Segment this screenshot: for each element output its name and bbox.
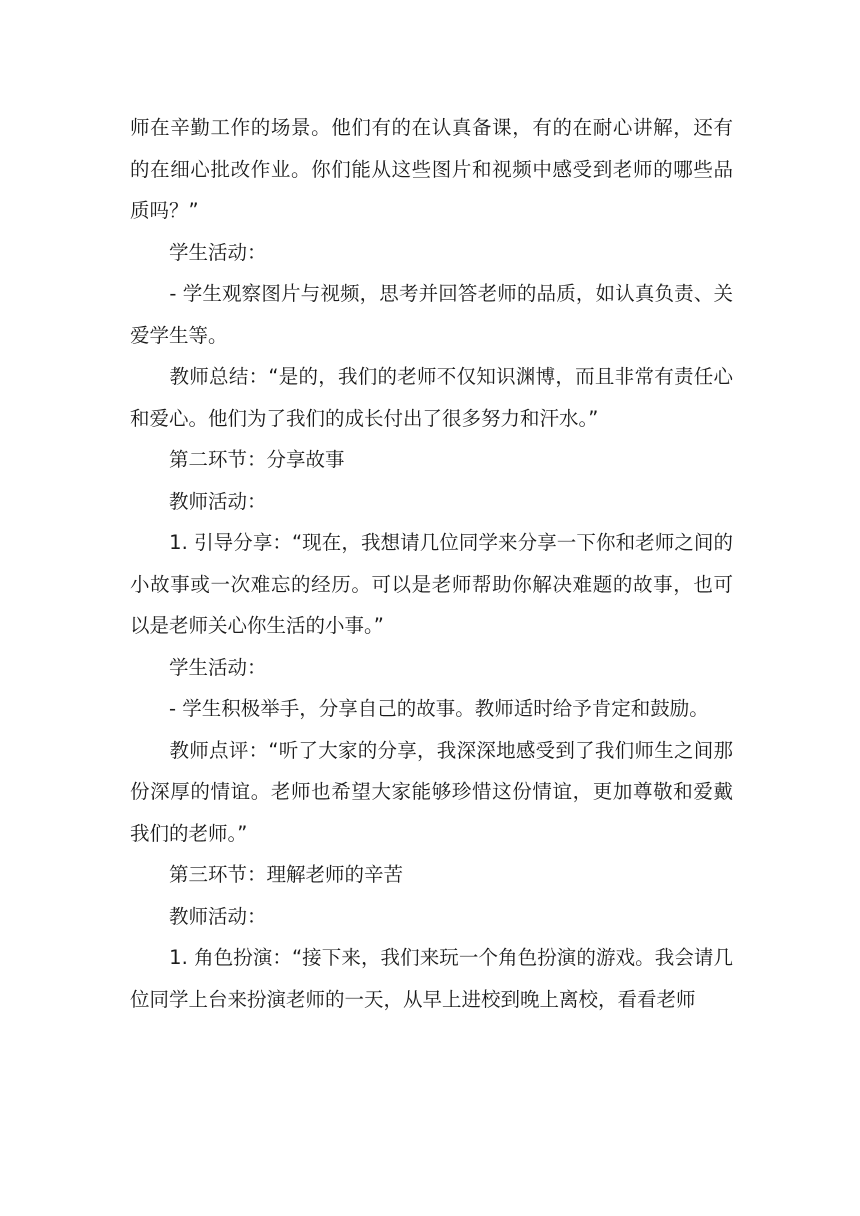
paragraph-teacher-comment: 教师点评：“听了大家的分享，我深深地感受到了我们师生之间那份深厚的情谊。老师也希望大家能够珍惜这份情谊，更加尊敬和爱戴我们的老师。” xyxy=(130,738,733,845)
paragraph-student-share: - 学生积极举手，分享自己的故事。教师适时给予肯定和鼓励。 xyxy=(130,697,709,720)
section-heading-understand-hardship: 第三环节：理解老师的辛苦 xyxy=(130,863,404,886)
paragraph-student-activity-label: 学生活动： xyxy=(130,240,267,264)
paragraph-student-activity-label-2: 学生活动： xyxy=(130,655,267,679)
paragraph-role-play: 1. 角色扮演：“接下来，我们来玩一个角色扮演的游戏。我会请几位同学上台来扮演老师的一天，从早上进校到晚上离校，看看老师 xyxy=(130,946,733,1011)
section-heading-share-stories: 第二环节：分享故事 xyxy=(130,448,345,471)
paragraph-teacher-activity-label: 教师活动： xyxy=(130,489,267,513)
paragraph-continuation: 师在辛勤工作的场景。他们有的在认真备课，有的在耐心讲解，还有的在细心批改作业。你们能从这些图片和视频中感受到老师的哪些品质吗？” xyxy=(130,116,733,222)
paragraph-teacher-summary: 教师总结：“是的，我们的老师不仅知识渊博，而且非常有责任心和爱心。他们为了我们的成长付出了很多努力和汗水。” xyxy=(130,365,733,430)
document-body xyxy=(130,107,733,1020)
paragraph-guide-sharing: 1. 引导分享：“现在，我想请几位同学来分享一下你和老师之间的小故事或一次难忘的经历。可以是老师帮助你解决难题的故事，也可以是老师关心你生活的小事。” xyxy=(130,531,733,637)
paragraph-teacher-activity-label-2: 教师活动： xyxy=(130,904,267,928)
paragraph-student-observe: - 学生观察图片与视频，思考并回答老师的品质，如认真负责、关爱学生等。 xyxy=(130,282,733,347)
